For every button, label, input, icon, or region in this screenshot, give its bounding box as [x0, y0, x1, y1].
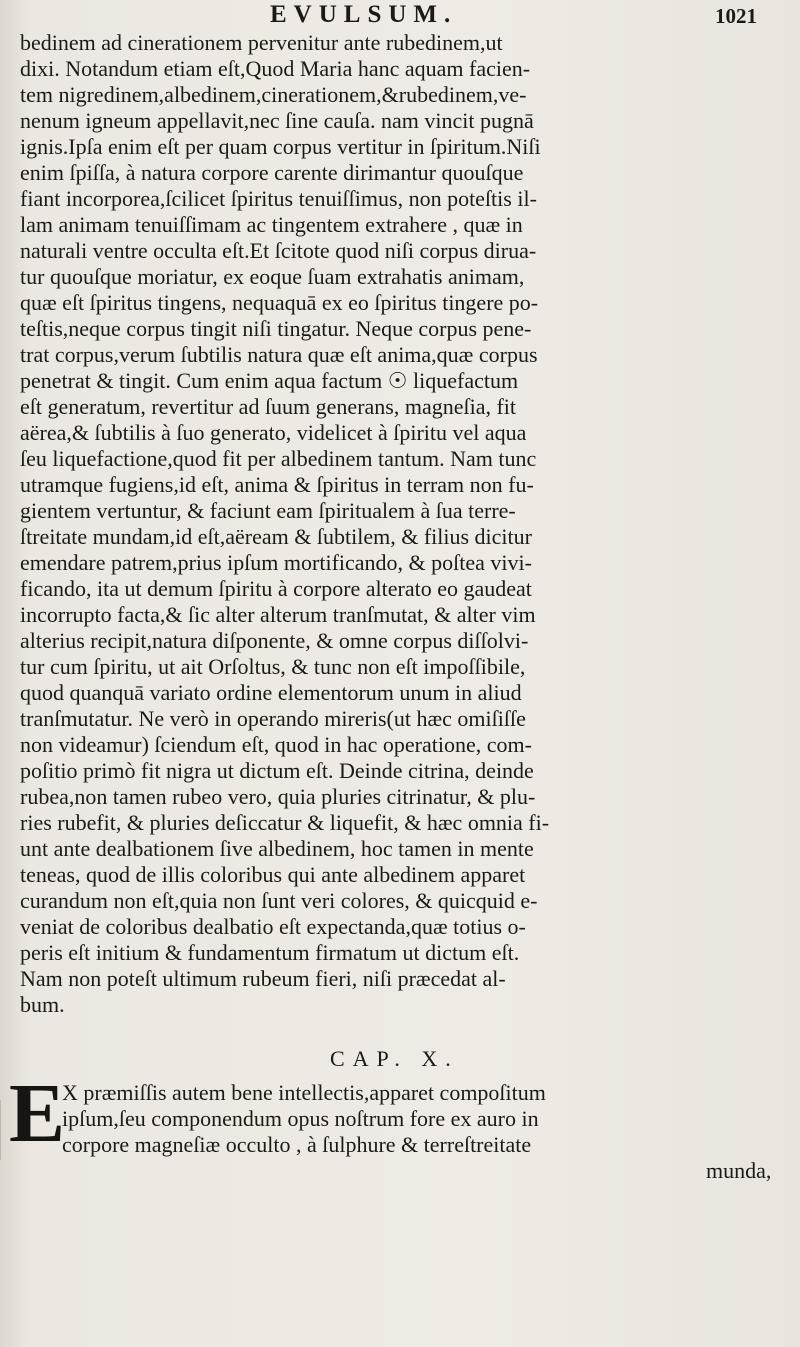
text-line: utramque fugiens,id eſt, anima & ſpiritus in terram non fu- [20, 472, 534, 497]
margin-rule [0, 1100, 1, 1160]
text-line: ſtreitate mundam,id eſt,aëream & ſubtilem, & filius dicitur [20, 524, 532, 549]
page-blank-area [0, 1178, 800, 1347]
text-line: dixi. Notandum etiam eſt,Quod Maria hanc aquam facien- [20, 56, 531, 81]
text-line: trat corpus,verum ſubtilis natura quæ eſt anima,quæ corpus [20, 342, 538, 367]
text-line: quæ eſt ſpiritus tingens, nequaquā ex eo ſpiritus tingere po- [20, 290, 539, 315]
text-line: X præmiſſis autem bene intellectis,apparet compoſitum [62, 1080, 546, 1105]
text-line: teſtis,neque corpus tingit niſi tingatur. Neque corpus pene- [20, 316, 532, 341]
text-line: nenum igneum appellavit,nec ſine cauſa. nam vincit pugnā [20, 108, 534, 133]
text-line: corpore magneſiæ occulto , à ſulphure & terreſtreitate [62, 1132, 532, 1157]
chapter-heading: CAP. X. [330, 1046, 459, 1071]
text-line: penetrat & tingit. Cum enim aqua factum ☉ liquefactum [20, 368, 519, 393]
catchword: munda, [706, 1158, 772, 1183]
text-line: rubea,non tamen rubeo vero, quia pluries citrinatur, & plu- [20, 784, 536, 809]
text-line: ries rubefit, & pluries deſiccatur & liquefit, & hæc omnia fi- [20, 810, 550, 835]
text-line: gientem vertuntur, & faciunt eam ſpiritualem à ſua terre- [20, 498, 516, 523]
text-line: poſitio primò fit nigra ut dictum eſt. Deinde citrina, deinde [20, 758, 534, 783]
text-line: tur cum ſpiritu, ut ait Orſoltus, & tunc non eſt impoſſibile, [20, 654, 526, 679]
text-line: fiant incorporea,ſcilicet ſpiritus tenuiſſimus, non poteſtis il- [20, 186, 537, 211]
text-line: enim ſpiſſa, à natura corpore carente dirimantur quouſque [20, 160, 524, 185]
text-line: ignis.Ipſa enim eſt per quam corpus vertitur in ſpiritum.Niſi [20, 134, 541, 159]
text-line: bum. [20, 992, 65, 1017]
text-line: emendare patrem,prius ipſum mortificando, & poſtea vivi- [20, 550, 532, 575]
dropcap-letter: E [9, 1067, 66, 1160]
running-head: EVULSUM. [270, 1, 458, 28]
page-number: 1021 [715, 4, 757, 28]
text-line: non videamur) ſciendum eſt, quod in hac operatione, com- [20, 732, 532, 757]
text-line: incorrupto facta,& ſic alter alterum tranſmutat, & alter vim [20, 602, 536, 627]
text-line: bedinem ad cinerationem pervenitur ante rubedinem,ut [20, 30, 503, 55]
text-line: unt ante dealbationem ſive albedinem, hoc tamen in mente [20, 836, 534, 861]
text-line: tur quouſque moriatur, ex eoque ſuam extrahatis animam, [20, 264, 525, 289]
text-line: curandum non eſt,quia non ſunt veri colores, & quicquid e- [20, 888, 538, 913]
text-line: tem nigredinem,albedinem,cinerationem,&rubedinem,ve- [20, 82, 527, 107]
text-line: aërea,& ſubtilis à ſuo generato, videlicet à ſpiritu vel aqua [20, 420, 527, 445]
text-line: ſeu liquefactione,quod fit per albedinem tantum. Nam tunc [20, 446, 537, 471]
text-line: eſt generatum, revertitur ad ſuum generans, magneſia, fit [20, 394, 517, 419]
text-line: alterius recipit,natura diſponente, & omne corpus diſſolvi- [20, 628, 529, 653]
text-line: ficando, ita ut demum ſpiritu à corpore alterato eo gaudeat [20, 576, 532, 601]
text-line: peris eſt initium & fundamentum firmatum ut dictum eſt. [20, 940, 520, 965]
text-line: veniat de coloribus dealbatio eſt expectanda,quæ totius o- [20, 914, 526, 939]
text-line: lam animam tenuiſſimam ac tingentem extrahere , quæ in [20, 212, 523, 237]
text-line: teneas, quod de illis coloribus qui ante albedinem apparet [20, 862, 526, 887]
text-line: quod quanquā variato ordine elementorum unum in aliud [20, 680, 522, 705]
text-line: Nam non poteſt ultimum rubeum fieri, niſi præcedat al- [20, 966, 506, 991]
text-line: tranſmutatur. Ne verò in operando mireris(ut hæc omiſiſſe [20, 706, 526, 731]
page-header [0, 0, 800, 30]
text-line: ipſum,ſeu componendum opus noſtrum fore ex auro in [62, 1106, 539, 1131]
text-line: naturali ventre occulta eſt.Et ſcitote quod niſi corpus dirua- [20, 238, 537, 263]
